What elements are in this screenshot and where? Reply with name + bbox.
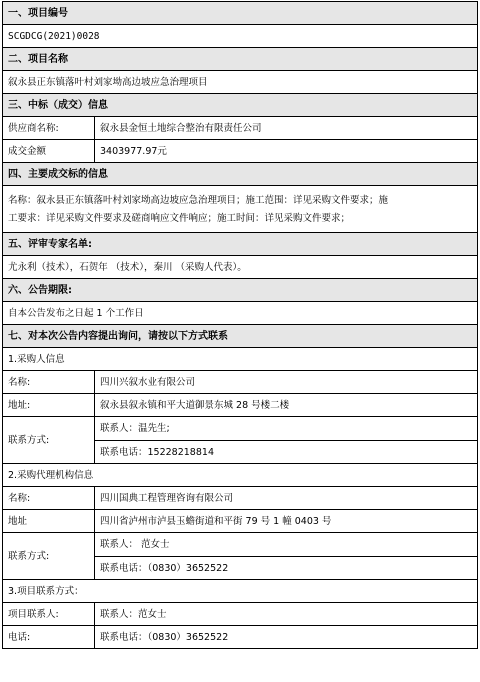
amount-row (3, 140, 477, 163)
section-header-notice-period: 六、公告期限: (3, 279, 477, 302)
agency-contact-row: 联系方式: 联系人： 范女士 联系电话：（0830）3652522 (3, 533, 477, 580)
buyer-name: 四川兴叙水业有限公司 (100, 377, 196, 388)
amount-label: 成交金额 (3, 140, 95, 162)
buyer-address-row: 地址: 叙永县叙永镇和平大道御景东城 28 号楼二楼 (3, 394, 477, 417)
agency-heading-row: 2.采购代理机构信息 (3, 464, 477, 487)
agency-contact-phone: 联系电话：（0830）3652522 (95, 556, 477, 579)
buyer-name-row: 名称: 四川兴叙水业有限公司 (3, 371, 477, 394)
agency-address: 四川省泸州市泸县玉蟾街道和平街 79 号 1 幢 0403 号 (100, 516, 332, 527)
project-contact-phone-row: 电话: 联系电话：（0830）3652522 (3, 626, 477, 649)
amount-value: 3403977.97元 (100, 146, 167, 157)
supplier-label: 供应商名称: (3, 117, 95, 139)
agency-address-row: 地址 四川省泸州市泸县玉蟾街道和平街 79 号 1 幢 0403 号 (3, 510, 477, 533)
buyer-contact-row: 联系方式: 联系人：温先生; 联系电话：15228218814 (3, 417, 477, 464)
project-number-row (3, 25, 477, 48)
project-contact-person: 联系人：范女士 (100, 609, 167, 620)
project-name: 叙永县正东镇落叶村刘家坳高边坡应急治理项目 (8, 77, 208, 88)
notice-period: 自本公告发布之日起 1 个工作日 (8, 308, 144, 319)
project-contact-phone: 联系电话：（0830）3652522 (100, 632, 229, 643)
section-header-project-number: 一、项目编号 (3, 2, 477, 25)
project-contact-person-row: 项目联系人: 联系人：范女士 (3, 603, 477, 626)
experts-list: 尤永利（技术），石贺年 （技术），秦川 （采购人代表）。 (8, 262, 247, 273)
agency-name: 四川国典工程管理咨询有限公司 (100, 493, 234, 504)
section-header-contact: 七、对本次公告内容提出询问，请按以下方式联系 (3, 325, 477, 348)
supplier-value: 叙永县金恒土地综合整治有限责任公司 (100, 123, 262, 134)
section-header-project-name: 二、项目名称 (3, 48, 477, 71)
section-header-award-info: 三、中标（成交）信息 (3, 94, 477, 117)
project-name-row (3, 71, 477, 94)
section-header-subject-info: 四、主要成交标的信息 (3, 163, 477, 186)
buyer-heading-row: 1.采购人信息 (3, 348, 477, 371)
experts-row (3, 256, 477, 279)
project-number: SCGDCG(2021)0028 (8, 31, 100, 42)
section-header-experts: 五、评审专家名单: (3, 233, 477, 256)
agency-contact-person: 联系人： 范女士 (100, 539, 170, 550)
buyer-contact-phone: 联系电话：15228218814 (95, 440, 477, 463)
project-contact-heading-row: 3.项目联系方式： (3, 580, 477, 603)
notice-period-row (3, 302, 477, 325)
announcement-table (2, 1, 478, 649)
subject-info-text: 名称：叙永县正东镇落叶村刘家坳高边坡应急治理项目；施工范围：详见采购文件要求；施 工要求：详见采购文件要求及磋商响应文件响应；施工时间：详见采购文件要求； (8, 195, 389, 224)
subject-info-row (3, 186, 477, 233)
agency-name-row: 名称: 四川国典工程管理咨询有限公司 (3, 487, 477, 510)
buyer-address: 叙永县叙永镇和平大道御景东城 28 号楼二楼 (100, 400, 290, 411)
supplier-row (3, 117, 477, 140)
buyer-contact-person: 联系人：温先生; (100, 423, 170, 434)
